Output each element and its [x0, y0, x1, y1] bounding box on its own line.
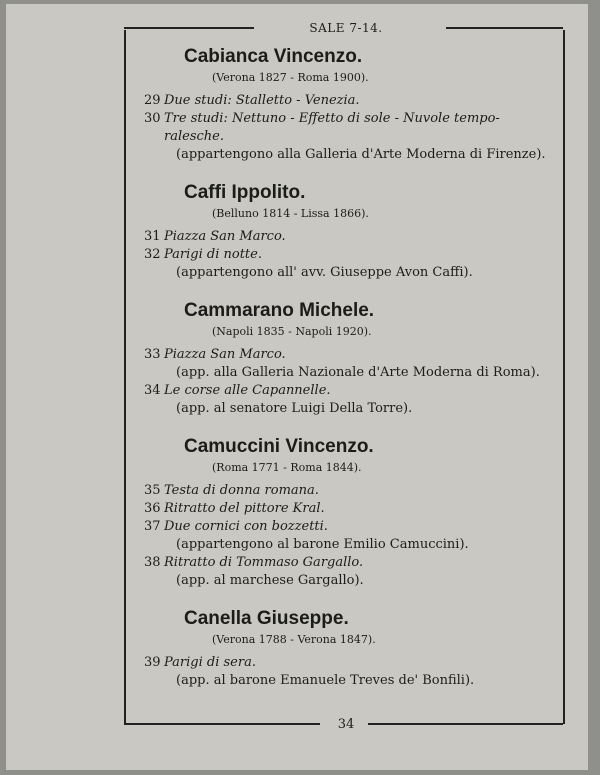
artist-entry [144, 44, 554, 164]
work-item [144, 654, 554, 672]
ownership-note: (appartengono al barone Emilio Camuccini). [176, 537, 469, 552]
work-title: Tre studi: Nettuno - Effetto di sole - Nuvole tempo- [164, 111, 500, 126]
work-number: 38 [144, 555, 161, 570]
header-rule-right [446, 27, 563, 29]
work-title: Le corse alle Capannelle. [164, 383, 331, 398]
header-rule-left [124, 27, 254, 29]
footer-rule-right [368, 723, 563, 725]
work-title: Due cornici con bozzetti. [164, 519, 328, 534]
work-title: Due studi: Stalletto - Venezia. [164, 93, 360, 108]
room-header: SALE 7-14. [309, 21, 383, 35]
ownership-note: (app. alla Galleria Nazionale d'Arte Moderna di Roma). [176, 365, 540, 380]
work-number: 33 [144, 347, 161, 362]
entries-list [144, 44, 554, 706]
artist-entry [144, 298, 554, 418]
work-number [144, 128, 164, 146]
artist-entry [144, 180, 554, 282]
work-item [144, 382, 554, 400]
ownership-note: (app. al senatore Luigi Della Torre). [176, 401, 413, 416]
work-title: Piazza San Marco. [164, 229, 286, 244]
work-number: 39 [144, 655, 161, 670]
work-item [144, 518, 554, 536]
artist-dates: (Napoli 1835 - Napoli 1920). [212, 325, 372, 338]
ownership-note: (appartengono alla Galleria d'Arte Moderna di Firenze). [176, 147, 546, 162]
work-title: Parigi di sera. [164, 655, 256, 670]
work-number: 34 [144, 383, 161, 398]
ownership-note: (app. al marchese Gargallo). [176, 573, 364, 588]
work-number: 36 [144, 501, 161, 516]
work-number: 31 [144, 229, 161, 244]
artist-entry [144, 606, 554, 690]
artist-dates: (Belluno 1814 - Lissa 1866). [212, 207, 369, 220]
work-item [144, 500, 554, 518]
work-title: ralesche. [164, 129, 224, 144]
artist-name: Cammarano Michele. [184, 300, 375, 321]
artist-name: Cabianca Vincenzo. [184, 46, 363, 67]
work-title: Parigi di notte. [164, 247, 262, 262]
work-title: Piazza San Marco. [164, 347, 286, 362]
artist-entry [144, 434, 554, 590]
artist-dates: (Verona 1788 - Verona 1847). [212, 633, 376, 646]
work-item [144, 128, 554, 146]
artist-dates: (Verona 1827 - Roma 1900). [212, 71, 369, 84]
work-number: 32 [144, 247, 161, 262]
ownership-note: (appartengono all' avv. Giuseppe Avon Caffi). [176, 265, 473, 280]
work-title: Ritratto di Tommaso Gargallo. [164, 555, 364, 570]
work-item [144, 346, 554, 364]
work-number: 37 [144, 519, 161, 534]
ownership-note: (app. al barone Emanuele Treves de' Bonfili). [176, 673, 475, 688]
artist-name: Caffi Ippolito. [184, 182, 306, 203]
page-number: 34 [337, 717, 355, 732]
work-item [144, 228, 554, 246]
work-title: Testa di donna romana. [164, 483, 319, 498]
work-number: 35 [144, 483, 161, 498]
footer-rule-left [124, 723, 320, 725]
work-item [144, 246, 554, 264]
work-title: Ritratto del pittore Kral. [164, 501, 325, 516]
work-item [144, 110, 554, 128]
work-item [144, 482, 554, 500]
artist-name: Camuccini Vincenzo. [184, 436, 374, 457]
work-number: 29 [144, 93, 161, 108]
artist-dates: (Roma 1771 - Roma 1844). [212, 461, 362, 474]
work-item [144, 92, 554, 110]
work-item [144, 554, 554, 572]
artist-name: Canella Giuseppe. [184, 608, 349, 629]
catalog-page [6, 4, 588, 770]
work-number: 30 [144, 111, 161, 126]
